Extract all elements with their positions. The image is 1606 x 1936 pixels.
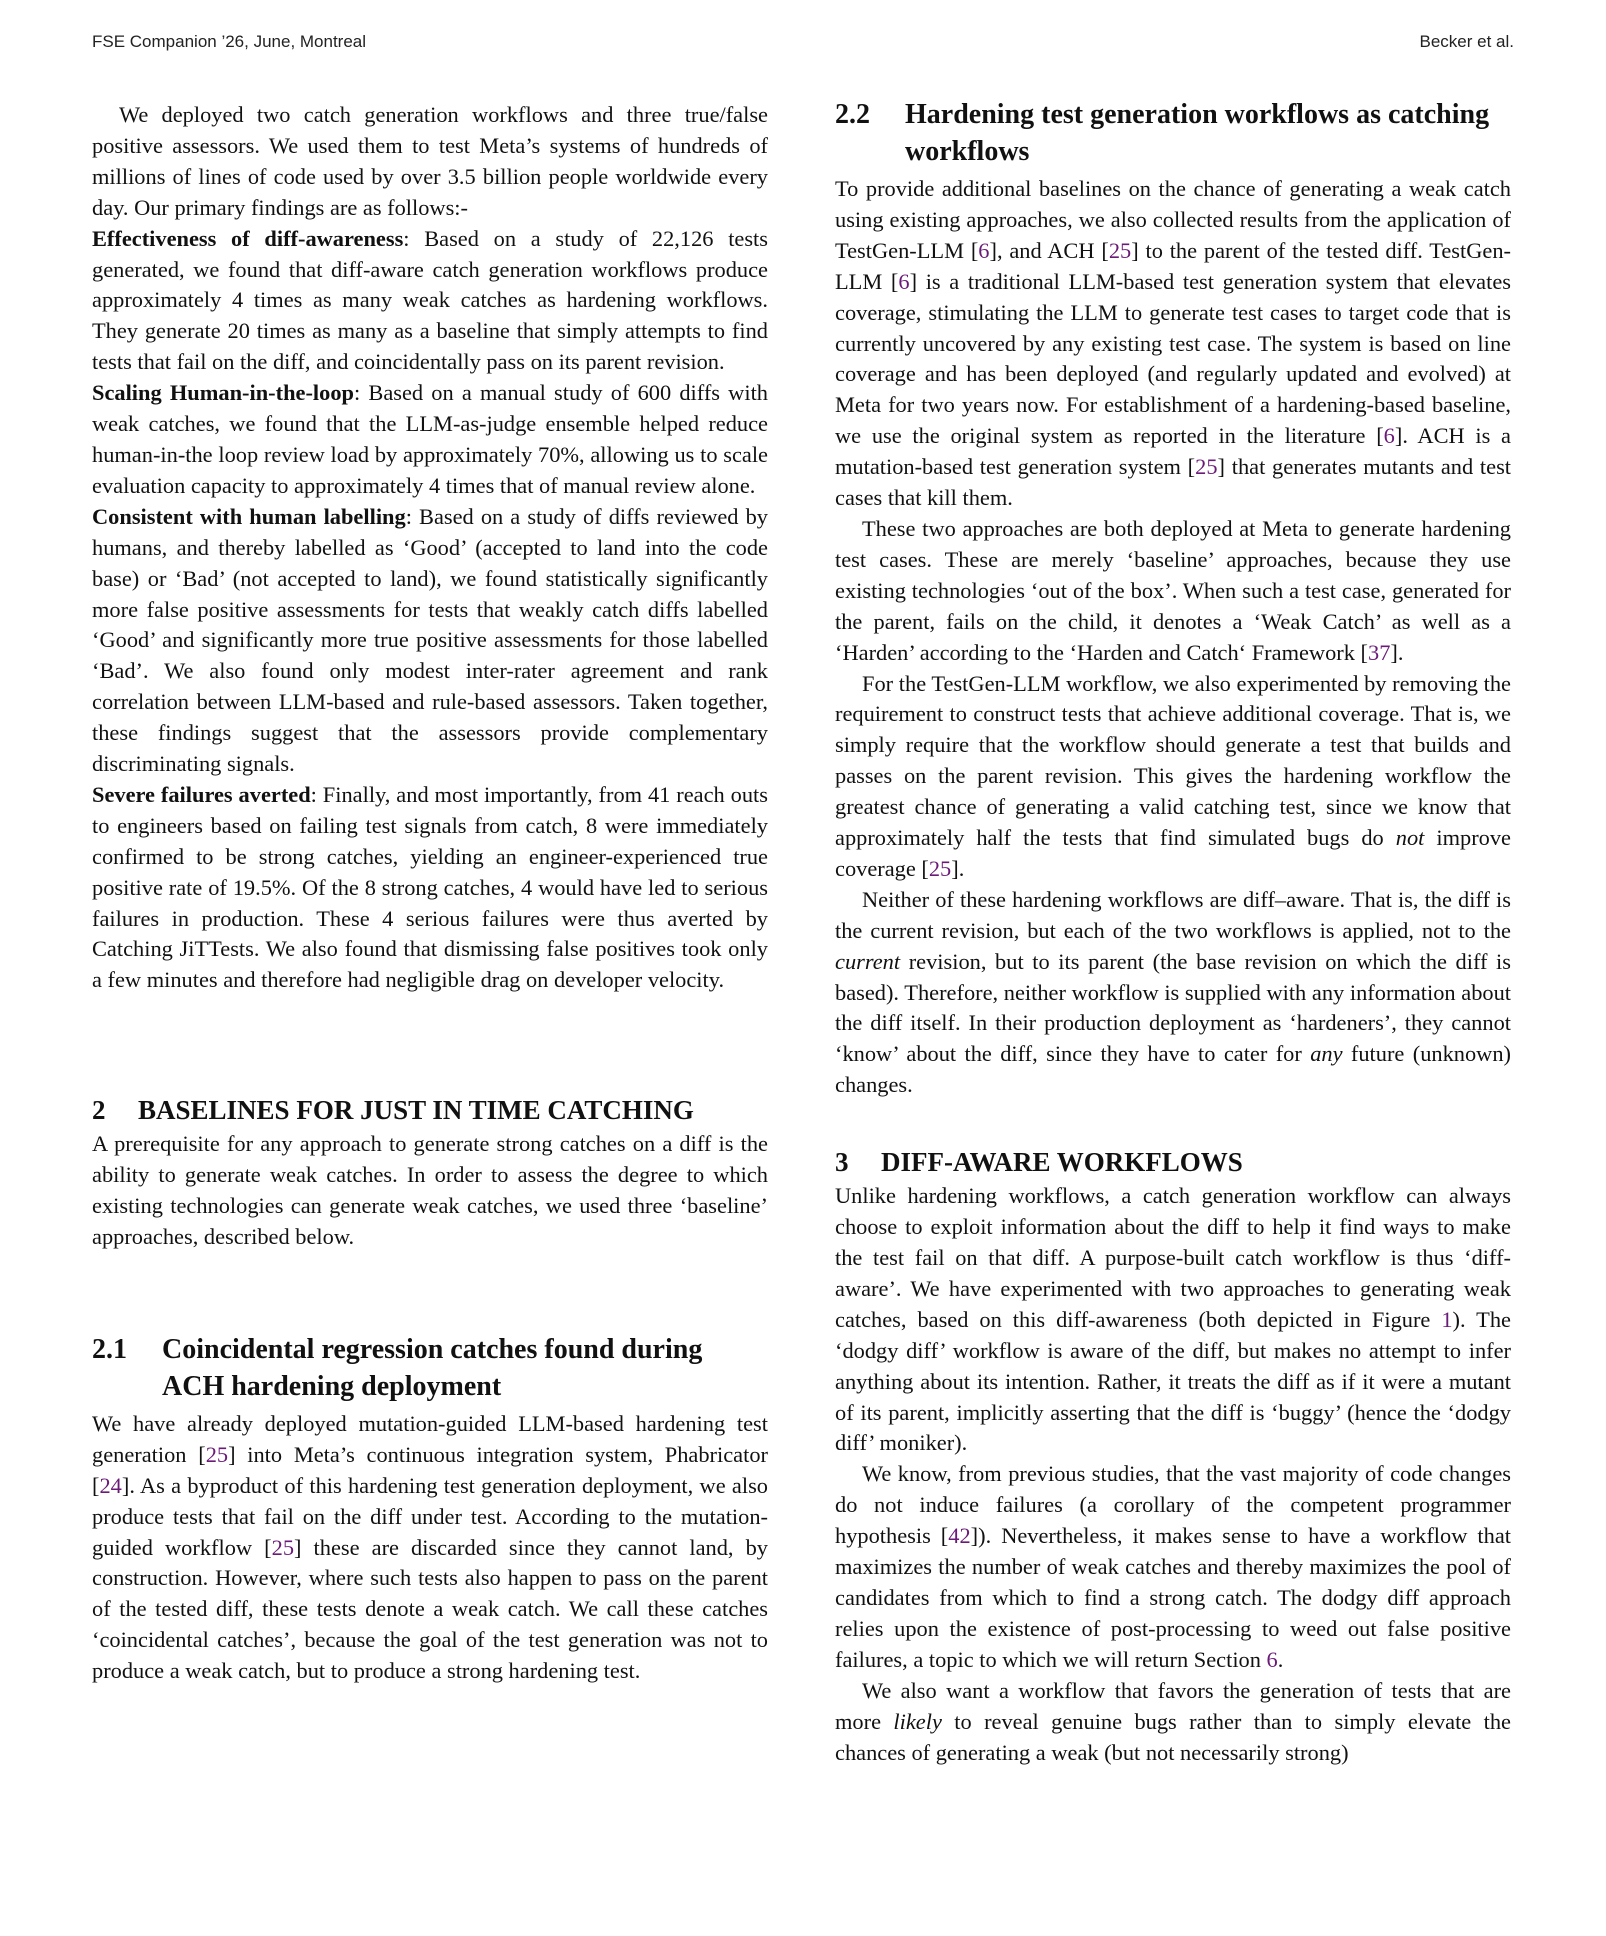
section-heading-2	[92, 1092, 768, 1129]
subsection-number: 2.2	[835, 99, 870, 130]
section-3-paragraph-2: We know, from previous studies, that the vast majority of code changes do not induce failures (a corollary of the competent programmer hypothesis [42]). Nevertheless, it makes sense to have a workflow that maximizes the number of weak catches and thereby maximizes the pool of candidates from which to find a strong catch. The dodgy diff approach relies upon the existence of post-processing to weed out false positive failures, a topic to which we will return Section 6.	[835, 1461, 1511, 1672]
running-header-venue: FSE Companion ’26, June, Montreal	[92, 32, 367, 51]
citation-link[interactable]: 25	[271, 1534, 295, 1560]
left-column	[92, 100, 768, 1687]
section-title: DIFF-AWARE WORKFLOWS	[881, 1147, 1243, 1178]
section-2-2-paragraph-1: To provide additional baselines on the chance of generating a weak catch using existing approaches, we also collected results from the application of TestGen-LLM [6], and ACH [25] to the parent of the tested diff. TestGen-LLM [6] is a traditional LLM-based test generation system that elevates coverage, stimulating the LLM to generate test cases to target code that is currently uncovered by any existing test case. The system is based on line coverage and has been deployed (and regularly updated and evolved) at Meta for two years now. For establishment of a hardening-based baseline, we use the original system as reported in the literature [6]. ACH is a mutation-based test generation system [25] that generates mutants and test cases that kill them.	[835, 176, 1512, 511]
intro-paragraph: We deployed two catch generation workflows and three true/false positive assessors. We used them to test Meta’s systems of hundreds of millions of lines of code used by over 3.5 billion people worldwide every day. Our primary findings are as follows:-	[92, 102, 768, 220]
right-column	[835, 100, 1511, 1768]
section-number: 3	[835, 1147, 849, 1178]
section-2-2-paragraph-4: Neither of these hardening workflows are diff–aware. That is, the diff is the current revision, but each of the two workflows is applied, not to the current revision, but to its parent (the base revision on which the diff is based). Therefore, neither workflow is supplied with any information about the diff itself. In their production deployment as ‘hardeners’, they cannot ‘know’ about the diff, since they have to cater for any future (unknown) changes.	[835, 886, 1511, 1098]
subsection-number: 2.1	[92, 1333, 127, 1365]
finding-text: : Based on a study of diffs reviewed by humans, and thereby labelled as ‘Good’ (accepted to land into the code base) or ‘Bad’ (not accepted to land), we found statistically significantly more false positive assessments for tests that weakly catch diffs labelled ‘Good’ and significantly more true positive assessments for those labelled ‘Bad’. We also found only modest inter-rater agreement and rank correlation between LLM-based and rule-based assessors. Taken together, these findings suggest that the assessors provide complementary discriminating signals.	[92, 503, 768, 777]
finding-text: : Finally, and most importantly, from 41 reach outs to engineers based on failing test signals from catch, 8 were immediately confirmed to be strong catches, yielding an engineer-experienced true positive rate of 19.5%. Of the 8 strong catches, 4 would have led to serious failures in production. These 4 serious failures were thus averted by Catching JiTTests. We also found that dismissing false positives took only a few minutes and therefore had negligible drag on developer velocity.	[92, 781, 768, 993]
subsection-heading-2-2	[835, 96, 1511, 170]
citation-link[interactable]: 6	[1266, 1646, 1278, 1672]
section-2-2-paragraph-2: These two approaches are both deployed at Meta to generate hardening test cases. These are merely ‘baseline’ approaches, because they use existing technologies ‘out of the box’. When such a test case, generated for the parent, fails on the child, it denotes a ‘Weak Catch’ as well as a ‘Harden’ according to the ‘Harden and Catch‘ Framework [37].	[835, 515, 1511, 665]
subsection-title: Coincidental regression catches found during ACH hardening deployment	[162, 1333, 703, 1402]
finding-severe	[92, 780, 768, 996]
section-2-2-paragraph-3: For the TestGen-LLM workflow, we also experimented by removing the requirement to construct tests that achieve additional coverage. That is, we simply require that the workflow should generate a test that builds and passes on the parent revision. This gives the hardening workflow the greatest chance of generating a valid catching test, since we know that approximately half the tests that find simulated bugs do not improve coverage [25].	[835, 670, 1511, 881]
finding-consistent	[92, 502, 768, 780]
running-header-authors: Becker et al.	[1419, 32, 1514, 51]
finding-label: Effectiveness of diff-awareness	[92, 225, 404, 251]
subsection-heading-2-1	[92, 1331, 768, 1405]
citation-link[interactable]: 1	[1441, 1306, 1453, 1332]
section-title: BASELINES FOR JUST IN TIME CATCHING	[138, 1095, 694, 1126]
citation-link[interactable]: 6	[978, 237, 990, 263]
finding-label: Consistent with human labelling	[92, 503, 406, 529]
finding-label: Severe failures averted	[92, 781, 311, 807]
finding-text: : Based on a study of 22,126 tests generated, we found that diff-aware catch generation workflows produce approximately 4 times as many weak catches as hardening workflows. They generate 20 times as many as a baseline that simply attempts to find tests that fail on the diff, and coincidentally pass on its parent revision.	[92, 225, 768, 375]
citation-link[interactable]: 6	[1383, 423, 1395, 449]
citation-link[interactable]: 25	[1108, 237, 1132, 263]
citation-link[interactable]: 25	[1195, 454, 1218, 480]
finding-text: : Based on a manual study of 600 diffs with weak catches, we found that the LLM-as-judge ensemble helped reduce human-in-the loop review load by approximately 70%, allowing us to scale evaluation capacity to approximately 4 times that of manual review alone.	[92, 380, 768, 498]
finding-label: Scaling Human-in-the-loop	[92, 380, 354, 406]
section-heading-3	[835, 1144, 1511, 1181]
citation-link[interactable]: 37	[1368, 639, 1391, 665]
citation-link[interactable]: 25	[205, 1441, 229, 1467]
section-3-paragraph-3: We also want a workflow that favors the generation of tests that are more likely to reveal genuine bugs rather than to simply elevate the chances of generating a weak (but not necessarily strong)	[835, 1677, 1511, 1765]
finding-effectiveness	[92, 224, 768, 379]
finding-scaling	[92, 378, 768, 502]
citation-link[interactable]: 6	[898, 268, 910, 294]
subsection-title: Hardening test generation workflows as catching workflows	[905, 99, 1490, 167]
citation-link[interactable]: 24	[99, 1472, 122, 1498]
citation-link[interactable]: 42	[948, 1523, 971, 1549]
section-number: 2	[92, 1095, 106, 1126]
section-2-1-paragraph: We have already deployed mutation-guided LLM-based hardening test generation [25] into Meta’s continuous integration system, Phabricator [24]. As a byproduct of this hardening test generation deployment, we also produce tests that fail on the diff under test. According to the mutation-guided workflow [25] these are discarded since they cannot land, by construction. However, where such tests also happen to pass on the parent of the tested diff, these tests denote a weak catch. We call these catches ‘coincidental catches’, because the goal of the test generation was not to produce a weak catch, but to produce a strong hardening test.	[92, 1410, 768, 1684]
section-3-paragraph-1: Unlike hardening workflows, a catch generation workflow can always choose to exploit information about the diff to help it find ways to make the test fail on that diff. A purpose-built catch workflow is thus ‘diff-aware’. We have experimented with two approaches to generating weak catches, based on this diff-awareness (both depicted in Figure 1). The ‘dodgy diff’ workflow is aware of the diff, but makes no attempt to infer anything about its intention. Rather, it treats the diff as if it were a mutant of its parent, implicitly asserting that the diff is ‘buggy’ (hence the ‘dodgy diff’ moniker).	[835, 1183, 1511, 1456]
section-2-paragraph: A prerequisite for any approach to generate strong catches on a diff is the ability to generate weak catches. In order to assess the degree to which existing technologies can generate weak catches, we used three ‘baseline’ approaches, described below.	[92, 1131, 768, 1249]
citation-link[interactable]: 25	[928, 855, 952, 881]
